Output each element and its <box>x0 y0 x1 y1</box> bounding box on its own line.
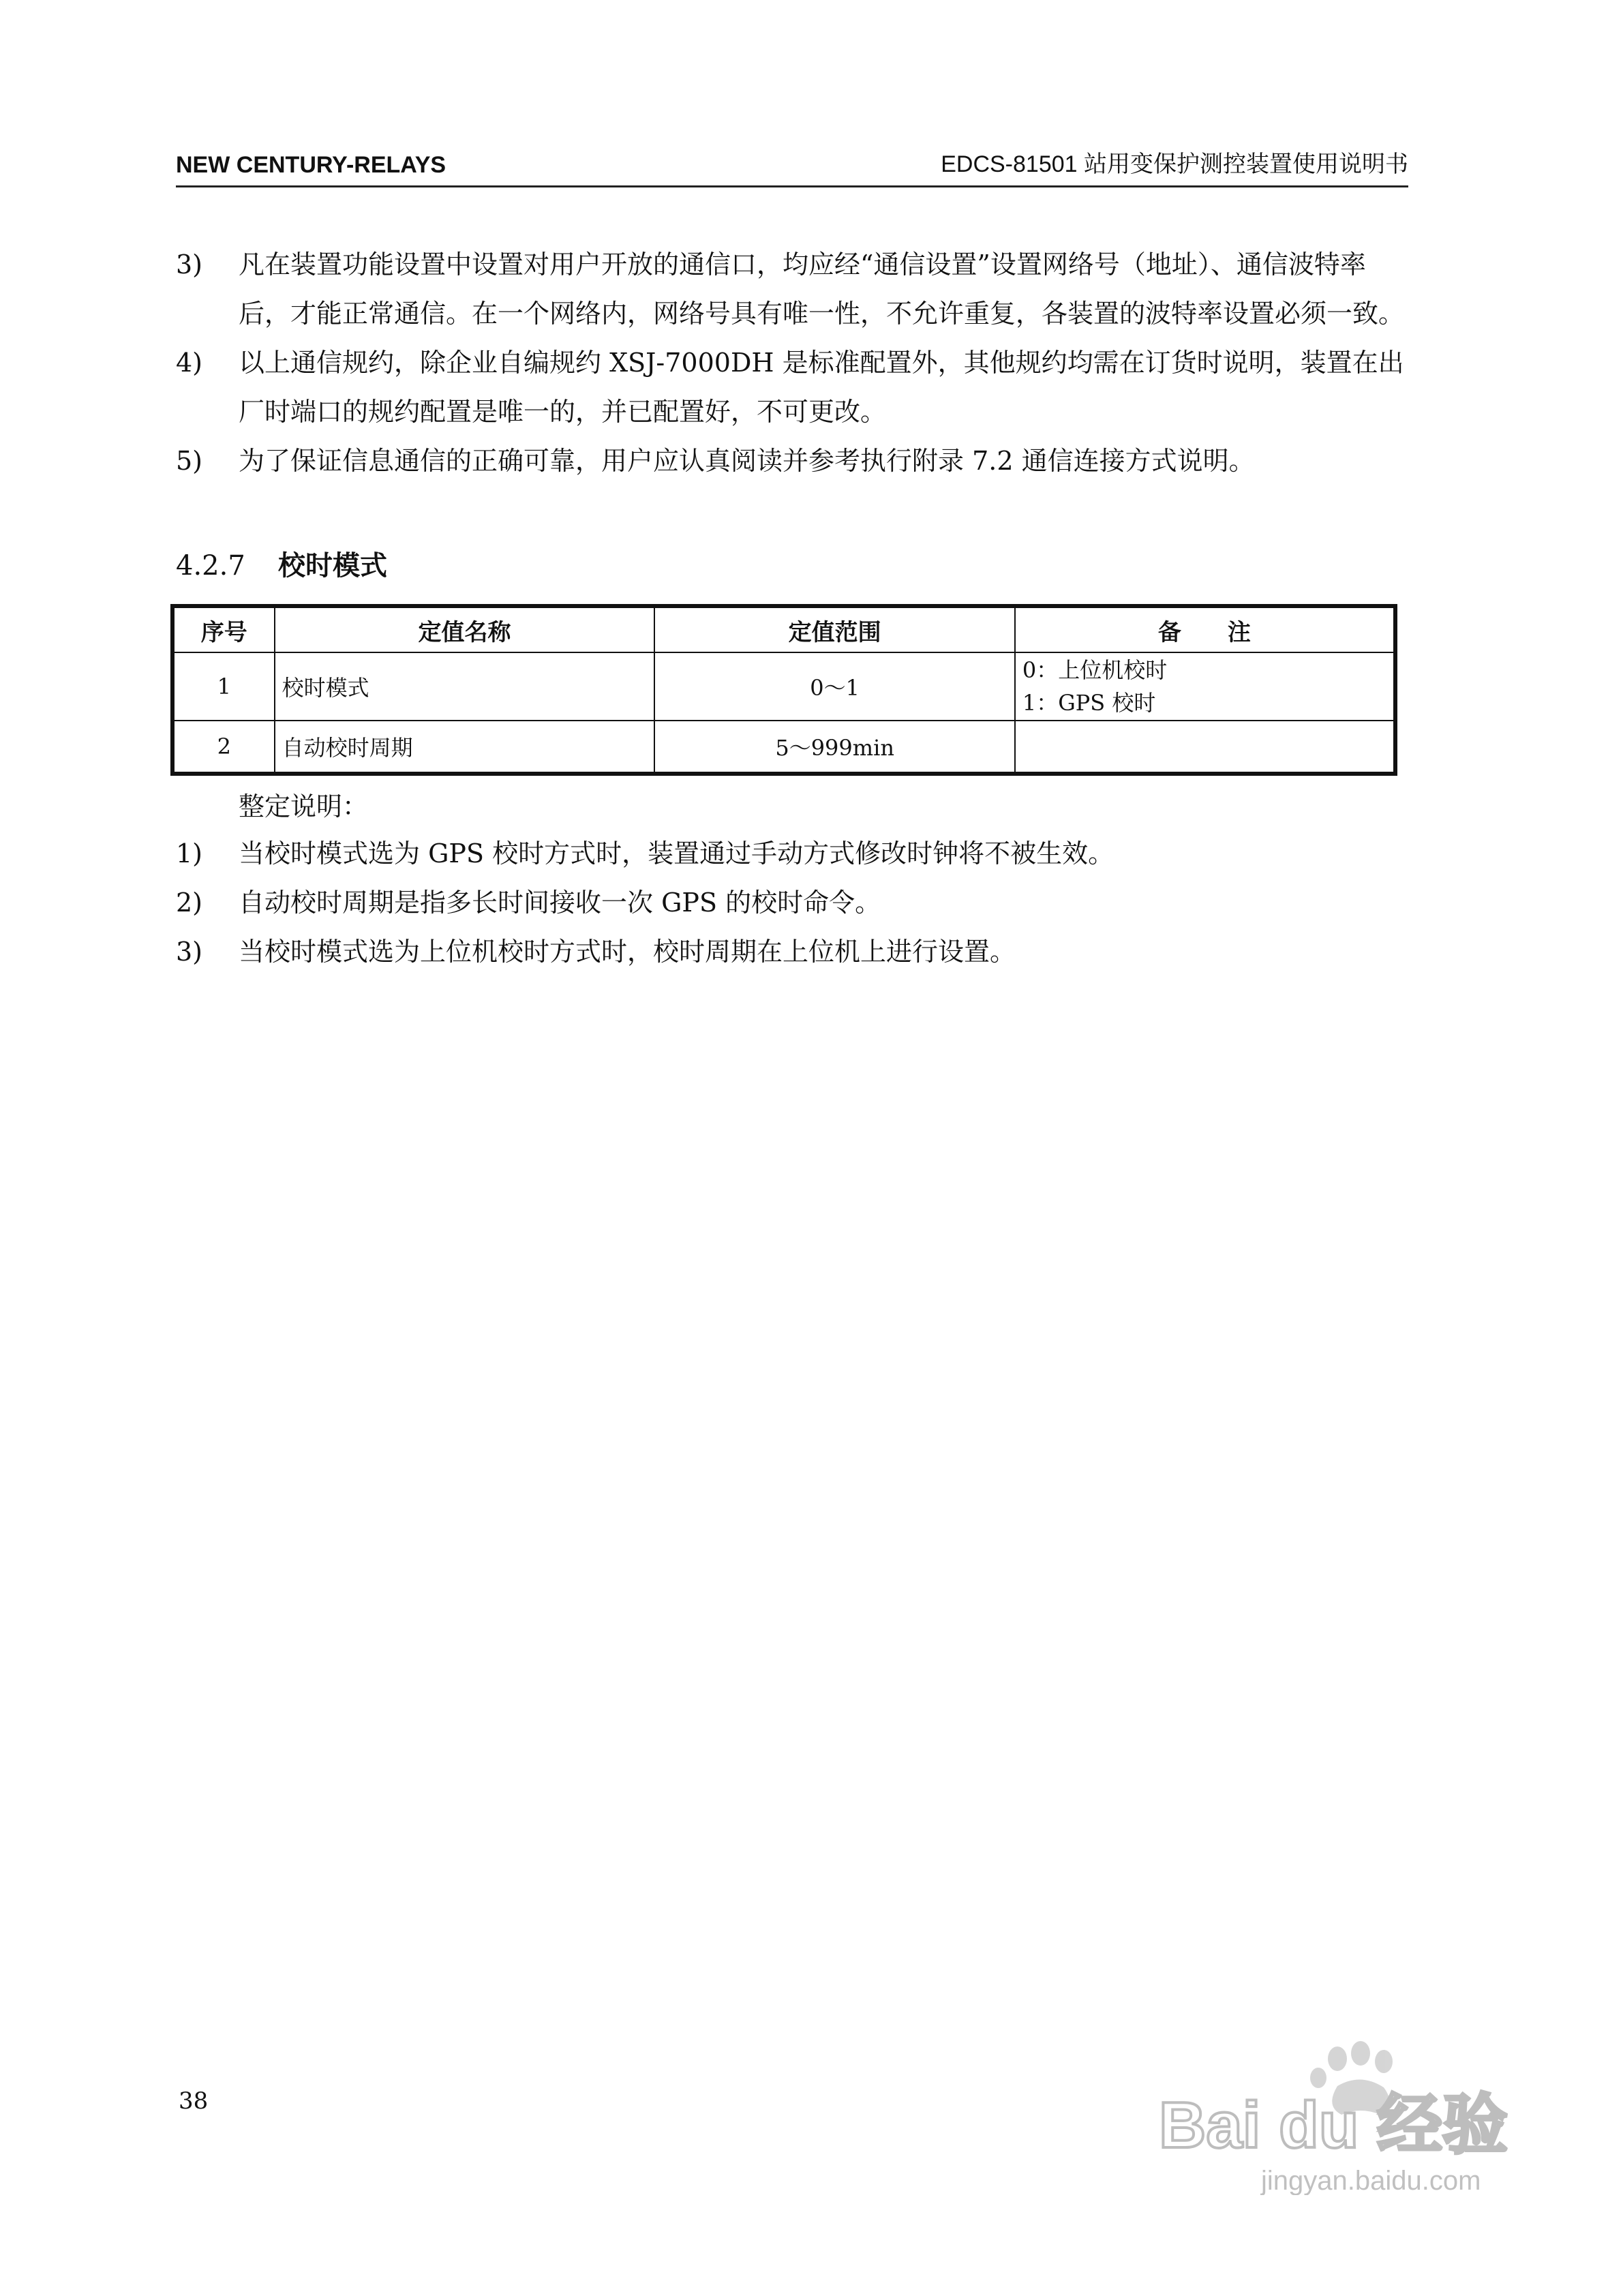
header-doc-title: EDCS-81501 站用变保护测控装置使用说明书 <box>941 151 1408 177</box>
item-number: 2) <box>176 888 203 918</box>
note-line: 1：GPS 校时 <box>1022 690 1156 716</box>
cell-notes <box>1015 652 1395 721</box>
item-number: 4) <box>176 348 203 378</box>
item-number: 5) <box>176 446 203 476</box>
table-row <box>172 652 1395 721</box>
cell-no: 1 <box>172 652 275 721</box>
cell-name: 校时模式 <box>275 652 655 721</box>
watermark-url: jingyan.baidu.com <box>1261 2166 1481 2195</box>
cell-range: 0～1 <box>654 652 1014 721</box>
table-row <box>172 721 1395 774</box>
settings-notes <box>176 829 1408 976</box>
item-text: 凡在装置功能设置中设置对用户开放的通信口，均应经“通信设置”设置网络号（地址）、通信波特率后，才能正常通信。在一个网络内，网络号具有唯一性，不允许重复，各装置的波特率设置必须一致。 <box>239 250 1405 329</box>
item-number: 1) <box>176 839 203 868</box>
item-text: 为了保证信息通信的正确可靠，用户应认真阅读并参考执行附录 7.2 通信连接方式说明。 <box>239 446 1255 476</box>
table-header-row <box>172 606 1395 652</box>
page-header <box>176 145 1408 187</box>
item-number: 3) <box>176 250 203 280</box>
list-item <box>176 338 1408 436</box>
list-item <box>176 829 1408 878</box>
section-heading <box>176 544 387 583</box>
communication-notes <box>176 240 1408 485</box>
cell-name: 自动校时周期 <box>275 721 655 774</box>
note-line: 0：上位机校时 <box>1022 657 1168 683</box>
item-text: 以上通信规约，除企业自编规约 XSJ-7000DH 是标准配置外，其他规约均需在订货时说明，装置在出厂时端口的规约配置是唯一的，并已配置好，不可更改。 <box>239 348 1404 427</box>
list-item <box>176 878 1408 927</box>
column-header-no: 序号 <box>172 606 275 652</box>
cell-range: 5～999min <box>654 721 1014 774</box>
cell-no: 2 <box>172 721 275 774</box>
baidu-jingyan-watermark <box>1159 2038 1541 2195</box>
page-number: 38 <box>179 2087 209 2115</box>
header-company: NEW CENTURY-RELAYS <box>176 152 446 178</box>
list-item <box>176 240 1408 338</box>
cell-notes <box>1015 721 1395 774</box>
column-header-notes: 备 注 <box>1015 606 1395 652</box>
watermark-brand: Bai du 经验 <box>1159 2089 1508 2162</box>
settings-heading: 整定说明： <box>239 791 369 821</box>
settings-table <box>170 604 1397 776</box>
list-item <box>176 436 1408 485</box>
item-number: 3) <box>176 937 203 967</box>
item-text: 当校时模式选为 GPS 校时方式时，装置通过手动方式修改时钟将不被生效。 <box>239 839 1114 868</box>
item-text: 当校时模式选为上位机校时方式时，校时周期在上位机上进行设置。 <box>239 937 1016 967</box>
column-header-name: 定值名称 <box>275 606 655 652</box>
section-number: 4.2.7 <box>176 550 245 581</box>
item-text: 自动校时周期是指多长时间接收一次 GPS 的校时命令。 <box>239 888 881 918</box>
list-item <box>176 927 1408 976</box>
section-title: 校时模式 <box>278 549 387 581</box>
column-header-range: 定值范围 <box>654 606 1014 652</box>
